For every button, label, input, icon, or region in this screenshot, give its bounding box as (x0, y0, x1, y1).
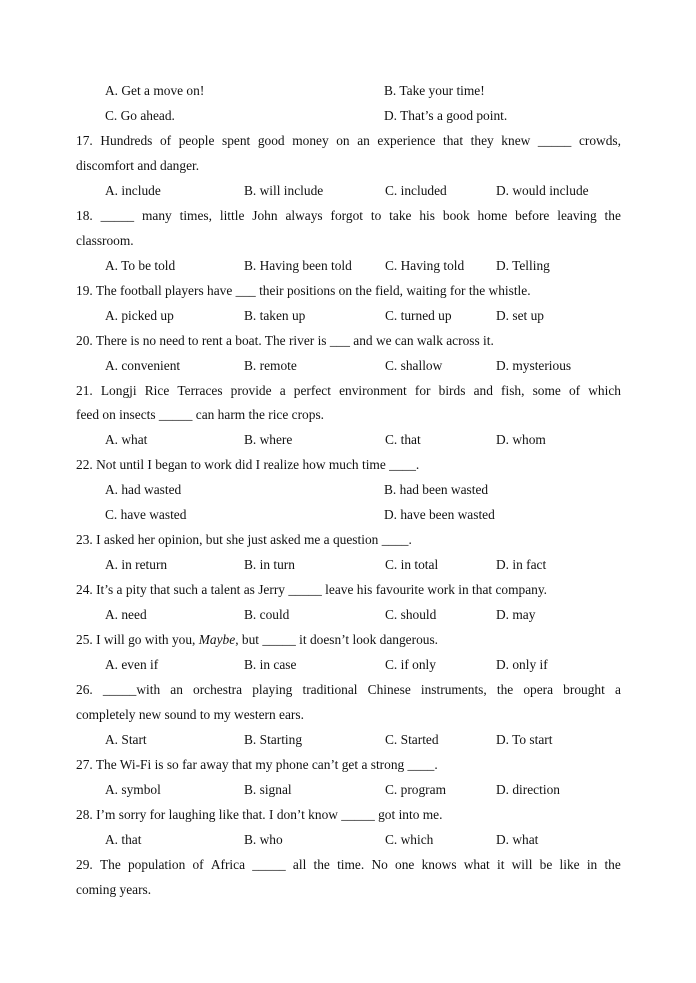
stem-word: like (559, 857, 580, 872)
question-20-stem: 20. There is no need to rent a boat. The river is ___ and we can walk across it. (76, 333, 494, 348)
stem-word: in (586, 857, 598, 872)
stem-word: crowds, (578, 133, 621, 148)
stem-word: John (252, 208, 278, 223)
option-d: D. set up (496, 308, 544, 323)
option-b: B. Take your time! (384, 83, 485, 98)
option-d: D. direction (496, 782, 560, 797)
stem-word: the (604, 208, 621, 223)
option-b: B. could (244, 607, 290, 622)
options-row (105, 103, 625, 128)
stem-word: what (463, 857, 490, 872)
stem-word: perfect (293, 383, 331, 398)
option-b: B. in case (244, 657, 297, 672)
stem-word: a (279, 383, 286, 398)
question-26-stem (76, 677, 621, 702)
stem-word: 18. (76, 208, 93, 223)
question-17-stem (76, 128, 621, 153)
option-c: C. in total (385, 557, 439, 572)
option-c: C. have wasted (105, 507, 187, 522)
option-a: A. convenient (105, 358, 181, 373)
question-21-continued: feed on insects _____ can harm the rice crops. (76, 407, 325, 422)
options-row (105, 303, 625, 328)
question-17-continued: discomfort and danger. (76, 158, 200, 173)
option-c: C. Go ahead. (105, 108, 175, 123)
stem-word: 26. (76, 682, 93, 697)
option-d: D. would include (496, 183, 589, 198)
question-18-continued: classroom. (76, 233, 134, 248)
options-row (105, 178, 625, 203)
option-b: B. taken up (244, 308, 306, 323)
stem-word: playing (252, 682, 293, 697)
question-28-stem: 28. I’m sorry for laughing like that. I don’t know _____ got into me. (76, 807, 443, 822)
stem-word: experience (377, 133, 436, 148)
stem-word: the (313, 857, 330, 872)
options-row (105, 353, 625, 378)
option-c: C. should (385, 607, 437, 622)
stem-word: many (141, 208, 172, 223)
stem-word: time. (337, 857, 365, 872)
option-a: A. include (105, 183, 161, 198)
option-d: D. only if (496, 657, 548, 672)
options-row (105, 78, 625, 103)
question-23-stem: 23. I asked her opinion, but she just asked me a question ____. (76, 532, 412, 547)
option-d: D. what (496, 832, 539, 847)
option-c: C. included (385, 183, 447, 198)
option-d: D. That’s a good point. (384, 108, 508, 123)
option-a: A. symbol (105, 782, 161, 797)
stem-word: _____with (102, 682, 161, 697)
stem-word: opera (523, 682, 554, 697)
stem-word: the (604, 857, 621, 872)
stem-word: the (496, 682, 514, 697)
option-a: A. even if (105, 657, 159, 672)
stem-word: before (515, 208, 550, 223)
option-b: B. remote (244, 358, 297, 373)
stem-word: Longji (100, 383, 137, 398)
stem-word: that (442, 133, 464, 148)
stem-word: and (473, 383, 493, 398)
stem-word: Hundreds (100, 133, 153, 148)
option-d: D. have been wasted (384, 507, 495, 522)
option-c: C. turned up (385, 308, 452, 323)
stem-word: good (257, 133, 285, 148)
option-c: C. Having told (385, 258, 465, 273)
stem-word: 29. (76, 857, 93, 872)
stem-word: instruments, (420, 682, 487, 697)
stem-word: to (370, 208, 382, 223)
stem-word: always (285, 208, 323, 223)
option-a: A. Start (105, 732, 147, 747)
stem-word: it (496, 857, 505, 872)
option-c: C. if only (385, 657, 436, 672)
stem-word: orchestra (193, 682, 243, 697)
stem-word: little (219, 208, 245, 223)
option-a: A. To be told (105, 258, 176, 273)
stem-word: environment (339, 383, 407, 398)
stem-word: spent (222, 133, 251, 148)
question-29-stem (76, 852, 621, 877)
question-26-continued: completely new sound to my western ears. (76, 707, 304, 722)
options-row (105, 777, 625, 802)
stem-word: knows (421, 857, 457, 872)
stem-word: which (588, 383, 621, 398)
stem-word: fish, (501, 383, 525, 398)
stem-word: forgot (330, 208, 363, 223)
stem-word: 17. (76, 133, 93, 148)
option-c: C. which (385, 832, 434, 847)
option-d: D. in fact (496, 557, 547, 572)
question-27-stem: 27. The Wi-Fi is so far away that my phone can’t get a strong ____. (76, 757, 438, 772)
question-25-stem (76, 627, 621, 652)
options-row (105, 477, 625, 502)
options-row (105, 652, 625, 677)
stem-word: book (442, 208, 470, 223)
stem-word: 21. (76, 383, 93, 398)
stem-word: of (568, 383, 581, 398)
question-22-stem: 22. Not until I began to work did I realize how much time ____. (76, 457, 420, 472)
option-a: A. Get a move on! (105, 83, 205, 98)
stem-word: population (127, 857, 186, 872)
stem-word: _____ (252, 857, 286, 872)
stem-word: some (532, 383, 561, 398)
options-row (105, 253, 625, 278)
option-d: D. whom (496, 432, 546, 447)
stem-word: will (511, 857, 533, 872)
stem-word: home (477, 208, 508, 223)
stem-word: for (414, 383, 431, 398)
stem-word: The (99, 857, 121, 872)
question-29-continued: coming years. (76, 882, 152, 897)
question-19-stem: 19. The football players have ___ their positions on the field, waiting for the whistle. (76, 283, 531, 298)
option-d: D. To start (496, 732, 553, 747)
stem-word: people (178, 133, 215, 148)
stem-word: Africa (210, 857, 246, 872)
stem-word: birds (438, 383, 466, 398)
question-21-stem (76, 378, 621, 403)
option-c: C. that (385, 432, 421, 447)
stem-word: an (170, 682, 183, 697)
option-b: B. Having been told (244, 258, 352, 273)
option-c: C. shallow (385, 358, 443, 373)
question-25-italic-word: Maybe (198, 632, 236, 647)
options-row (105, 727, 625, 752)
options-row (105, 502, 625, 527)
question-24-stem: 24. It’s a pity that such a talent as Jerry _____ leave his favourite work in that company. (76, 582, 548, 597)
stem-word: Rice (144, 383, 170, 398)
stem-word: knew (501, 133, 531, 148)
options-row (105, 552, 625, 577)
option-b: B. Starting (244, 732, 303, 747)
question-18-stem (76, 203, 621, 228)
option-a: A. had wasted (105, 482, 182, 497)
stem-word: his (419, 208, 435, 223)
stem-word: _____ (537, 133, 572, 148)
option-a: A. need (105, 607, 147, 622)
stem-word: _____ (100, 208, 135, 223)
stem-word: Chinese (367, 682, 411, 697)
option-b: B. will include (244, 183, 324, 198)
option-d: D. mysterious (496, 358, 572, 373)
option-b: B. in turn (244, 557, 295, 572)
option-c: C. Started (385, 732, 439, 747)
stem-word: times, (179, 208, 212, 223)
stem-word: leaving (557, 208, 597, 223)
option-b: B. signal (244, 782, 292, 797)
option-d: D. Telling (496, 258, 550, 273)
option-b: B. where (244, 432, 293, 447)
option-a: A. picked up (105, 308, 174, 323)
stem-word: Terraces (177, 383, 223, 398)
option-a: A. what (105, 432, 148, 447)
option-b: B. who (244, 832, 283, 847)
options-row (105, 427, 625, 452)
stem-word: of (192, 857, 204, 872)
stem-word: an (357, 133, 370, 148)
stem-word: of (159, 133, 172, 148)
option-c: C. program (385, 782, 446, 797)
stem-word: traditional (302, 682, 358, 697)
options-row (105, 602, 625, 627)
stem-word: No (371, 857, 388, 872)
stem-word: brought (563, 682, 605, 697)
option-b: B. had been wasted (384, 482, 489, 497)
stem-word: one (395, 857, 415, 872)
options-row (105, 827, 625, 852)
stem-word: all (292, 857, 307, 872)
stem-word: provide (230, 383, 272, 398)
stem-word: they (470, 133, 494, 148)
question-25-text-start: 25. I will go with you, (76, 632, 199, 647)
stem-word: take (389, 208, 412, 223)
stem-word: a (614, 682, 621, 697)
stem-word: be (539, 857, 553, 872)
option-d: D. may (496, 607, 536, 622)
option-a: A. that (105, 832, 142, 847)
question-25-text-end: , but _____ it doesn’t look dangerous. (235, 632, 439, 647)
option-a: A. in return (105, 557, 168, 572)
stem-word: money (292, 133, 329, 148)
stem-word: on (336, 133, 350, 148)
